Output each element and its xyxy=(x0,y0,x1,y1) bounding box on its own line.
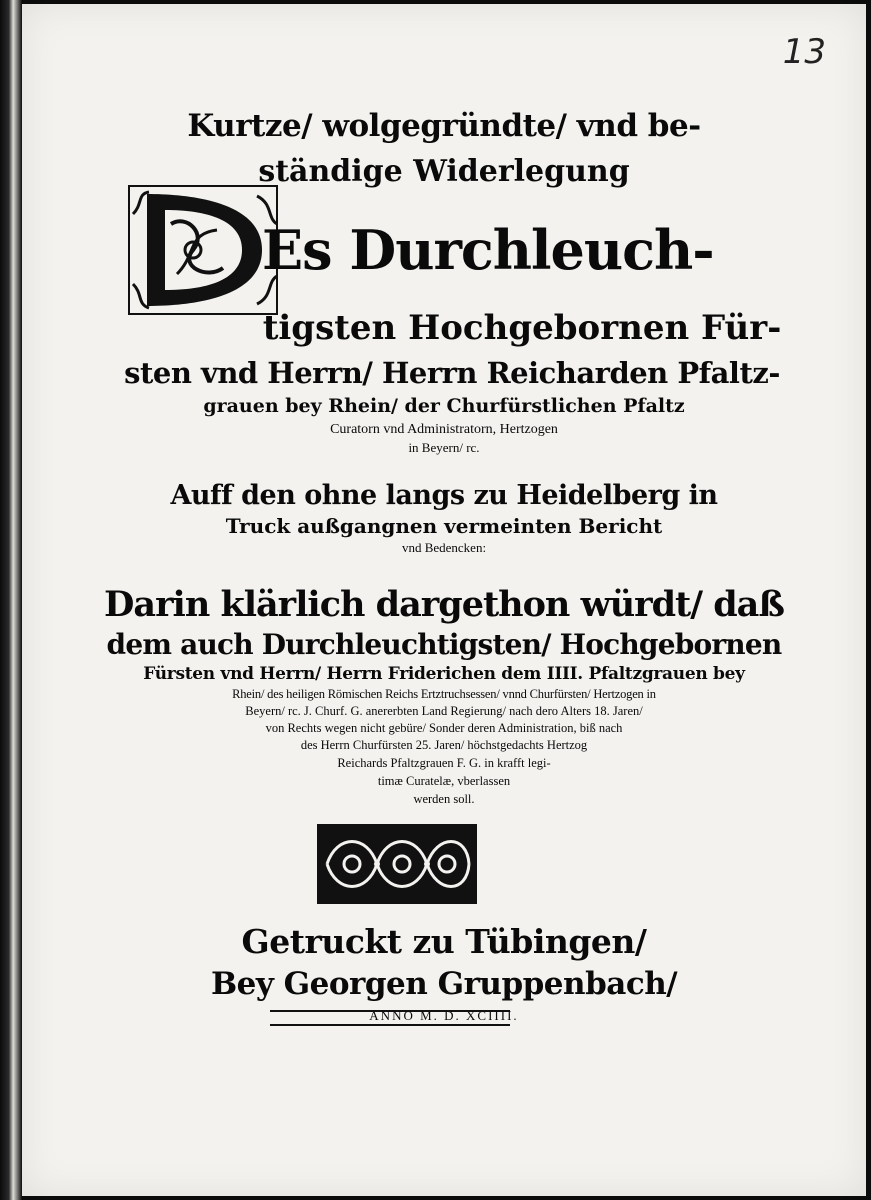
title-line-6: grauen bey Rhein/ der Churfürstlichen Pfaltz xyxy=(203,395,685,417)
book-gutter-edge xyxy=(0,0,22,1200)
imprint-place: Getruckt zu Tübingen/ xyxy=(241,922,647,961)
subject-line-1: Auff den ohne langs zu Heidelberg in xyxy=(170,480,718,511)
title-line-7: Curatorn vnd Administratorn, Hertzogen xyxy=(330,422,558,437)
body-line-3: Fürsten vnd Herrn/ Herrn Friderichen dem IIII. Pfaltzgrauen bey xyxy=(143,664,745,684)
imprint-printer: Bey Georgen Gruppenbach/ xyxy=(210,966,678,1002)
printers-ornament xyxy=(317,824,477,904)
subject-line-2: Truck außgangnen vermeinten Bericht xyxy=(225,514,663,538)
title-line-1: Kurtze/ wolgegründte/ vnd be- xyxy=(187,108,701,144)
body-line-9: timæ Curatelæ, vberlassen xyxy=(377,774,511,788)
body-line-10: werden soll. xyxy=(413,792,475,806)
decorated-initial-d xyxy=(127,184,279,316)
body-line-6: von Rechts wegen nicht gebüre/ Sonder deren Administration, biß nach xyxy=(265,721,623,735)
body-line-4: Rhein/ des heiligen Römischen Reichs Ertztruchsessen/ vnnd Churfürsten/ Hertzogen in xyxy=(232,687,656,701)
title-line-3: Es Durchleuch- xyxy=(262,218,714,282)
body-line-5: Beyern/ rc. J. Churf. G. anererbten Land Regierung/ nach dero Alters 18. Jaren/ xyxy=(245,704,643,718)
body-line-2: dem auch Durchleuchtigsten/ Hochgebornen xyxy=(106,628,782,661)
imprint-year: ANNO M. D. XCIIII. xyxy=(369,1008,519,1023)
body-line-7: des Herrn Churfürsten 25. Jaren/ höchstgedachts Hertzog xyxy=(300,738,588,752)
title-line-5: sten vnd Herrn/ Herrn Reicharden Pfaltz- xyxy=(124,356,780,390)
imprint-rule-bottom xyxy=(270,1024,510,1026)
body-line-8: Reichards Pfaltzgrauen F. G. in krafft legi- xyxy=(337,756,551,770)
title-page xyxy=(22,4,866,1196)
page-number: 13 xyxy=(782,32,826,72)
title-line-4: tigsten Hochgebornen Für- xyxy=(262,308,782,348)
body-line-1: Darin klärlich dargethon würdt/ daß xyxy=(104,584,784,625)
subject-line-3: vnd Bedencken: xyxy=(401,540,487,555)
title-line-8: in Beyern/ rc. xyxy=(408,440,480,455)
title-line-2: ständige Widerlegung xyxy=(258,154,630,189)
